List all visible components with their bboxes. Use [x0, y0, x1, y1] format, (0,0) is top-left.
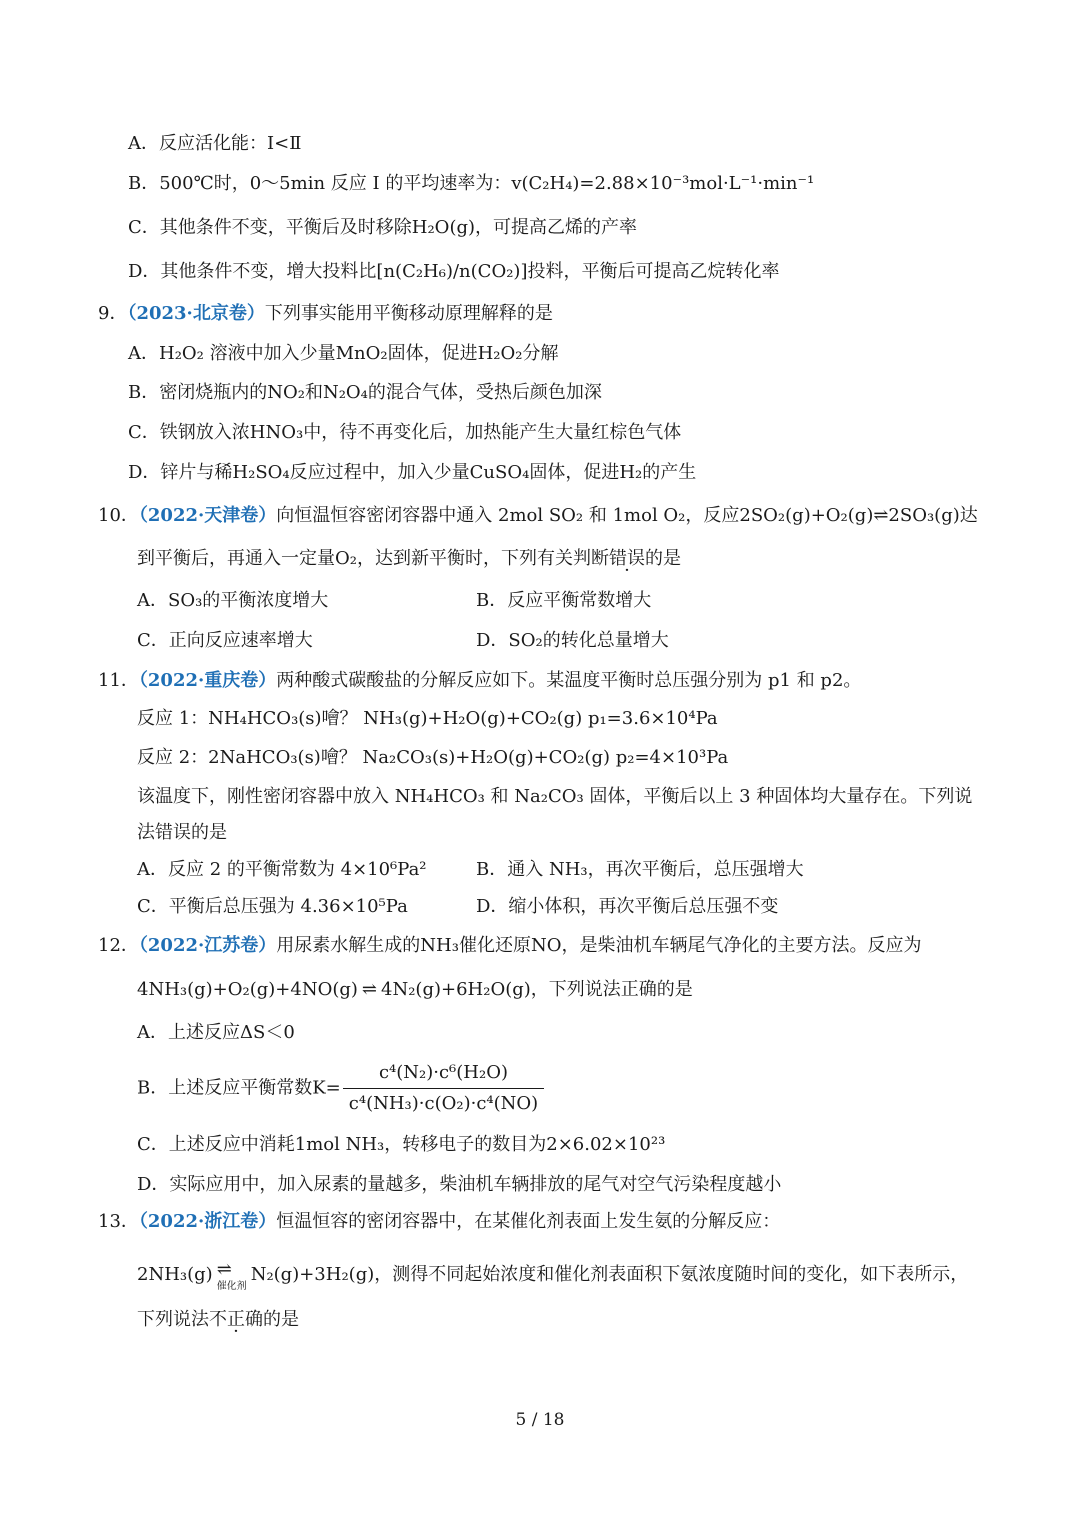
- q11-stem-line-3: 该温度下，刚性密闭容器中放入 NH₄HCO₃ 和 Na₂CO₃ 固体，平衡后以上 3 种固体均大量存在。下列说: [137, 786, 973, 807]
- q9-stem-line: [98, 302, 553, 326]
- q13-stem-line: [98, 1210, 780, 1234]
- q12-option-a: A．上述反应ΔS＜0: [137, 1022, 295, 1043]
- question-number: 11．: [98, 670, 139, 691]
- equilibrium-arrow-icon: [217, 1258, 247, 1292]
- q9-option-d: D．锌片与稀H₂SO₄反应过程中，加入少量CuSO₄固体，促进H₂的产生: [128, 462, 697, 483]
- q12-option-d: D．实际应用中，加入尿素的量越多，柴油机车辆排放的尾气对空气污染程度越小: [137, 1174, 782, 1195]
- question-number: 10．: [98, 505, 139, 526]
- stem-text: 下列说法: [137, 1309, 209, 1330]
- q8-option-d: D．其他条件不变，增大投料比[n(C₂H₆)/n(CO₂)]投料，平衡后可提高乙烷转化率: [128, 261, 780, 282]
- arrow-glyph: ⇌: [216, 1259, 232, 1280]
- q13-equation: [137, 1258, 968, 1292]
- stem-text: 到平衡后，再通入一定量O₂，达到新平衡时，下列有关判断: [137, 548, 609, 569]
- question-stem: 向恒温恒容密闭容器中通入 2mol SO₂ 和 1mol O₂，反应2SO₂(g)+O₂(g)⇌2SO₃(g)达: [276, 505, 978, 526]
- q11-stem-line-4: 法错误的是: [137, 822, 227, 843]
- q8-option-c: C．其他条件不变，平衡后及时移除H₂O(g)，可提高乙烯的产率: [128, 217, 638, 238]
- q11-option-c: C．平衡后总压强为 4.36×10⁵Pa: [137, 896, 408, 917]
- question-stem: 两种酸式碳酸盐的分解反应如下。某温度平衡时总压强分别为 p1 和 p2。: [276, 670, 862, 691]
- q11-option-b: B．通入 NH₃，再次平衡后，总压强增大: [476, 859, 804, 880]
- page-number: 5 / 18: [515, 1410, 565, 1430]
- q9-option-b: B．密闭烧瓶内的NO₂和N₂O₄的混合气体，受热后颜色加深: [128, 382, 602, 403]
- q9-option-c: C．铁钢放入浓HNO₃中，待不再变化后，加热能产生大量红棕色气体: [128, 422, 682, 443]
- q10-option-a: A．SO₃的平衡浓度增大: [137, 590, 329, 611]
- q9-option-a: A．H₂O₂ 溶液中加入少量MnO₂固体，促进H₂O₂分解: [128, 343, 559, 364]
- q8-option-b: B．500℃时，0～5min 反应 I 的平均速率为：v(C₂H₄)=2.88×10⁻³mol·L⁻¹·min⁻¹: [128, 173, 815, 194]
- q12-stem-line: [98, 934, 921, 958]
- q10-stem-line-1: [98, 504, 978, 528]
- question-source: （2022·江苏卷）: [138, 935, 277, 956]
- question-source: （2022·重庆卷）: [138, 670, 277, 691]
- question-stem: 下列事实能用平衡移动原理解释的是: [264, 303, 553, 324]
- equation-left: 4NH₃(g)+O₂(g)+4NO(g): [137, 979, 358, 1000]
- question-number: 12．: [98, 935, 139, 956]
- equation-left: 2NH₃(g): [137, 1264, 213, 1285]
- fraction-denominator: c⁴(NH₃)·c(O₂)·c⁴(NO): [348, 1093, 539, 1114]
- emphasized-text: 错误: [608, 548, 645, 569]
- q10-stem-line-2: [137, 547, 681, 571]
- stem-text: 的是: [263, 1309, 299, 1330]
- q11-option-d: D．缩小体积，再次平衡后总压强不变: [476, 896, 779, 917]
- question-source: （2022·浙江卷）: [138, 1211, 277, 1232]
- question-number: 9．: [98, 303, 128, 324]
- equilibrium-constant-fraction: [343, 1060, 544, 1117]
- q13-stem-line-3: [137, 1308, 299, 1332]
- equilibrium-arrow-icon: ⇌: [361, 979, 378, 1000]
- q10-option-b: B．反应平衡常数增大: [476, 590, 652, 611]
- question-source: （2023·北京卷）: [127, 303, 265, 324]
- q10-option-c: C．正向反应速率增大: [137, 630, 313, 651]
- question-stem: 用尿素水解生成的NH₃催化还原NO，是柴油机车辆尾气净化的主要方法。反应为: [276, 935, 922, 956]
- question-stem: 恒温恒容的密闭容器中，在某催化剂表面上发生氨的分解反应：: [276, 1211, 781, 1232]
- option-b-prefix: B．上述反应平衡常数K=: [137, 1077, 341, 1099]
- q11-reaction-1: 反应 1：NH₄HCO₃(s)噲？ NH₃(g)+H₂O(g)+CO₂(g) p₁=3.6×10⁴Pa: [137, 708, 718, 729]
- q12-option-c: C．上述反应中消耗1mol NH₃，转移电子的数目为2×6.02×10²³: [137, 1134, 666, 1155]
- q12-equation: [137, 978, 693, 1002]
- question-source: （2022·天津卷）: [138, 505, 277, 526]
- q11-option-a: A．反应 2 的平衡常数为 4×10⁶Pa²: [137, 859, 427, 880]
- equation-rest: N₂(g)+3H₂(g)，测得不同起始浓度和催化剂表面积下氨浓度随时间的变化，如下表所示，: [250, 1264, 969, 1285]
- catalyst-label: 催化剂: [216, 1281, 247, 1292]
- equation-right: 4N₂(g)+6H₂O(g)，下列说法正确的是: [381, 979, 693, 1000]
- fraction-numerator: c⁴(N₂)·c⁶(H₂O): [343, 1060, 544, 1089]
- stem-text: 的是: [644, 548, 681, 569]
- q10-option-d: D．SO₂的转化总量增大: [476, 630, 669, 651]
- q11-stem-line: [98, 669, 861, 693]
- q12-option-b: [137, 1060, 544, 1117]
- q11-reaction-2: 反应 2：2NaHCO₃(s)噲？ Na₂CO₃(s)+H₂O(g)+CO₂(g) p₂=4×10³Pa: [137, 747, 729, 768]
- emphasized-text: 不正确: [209, 1309, 263, 1330]
- q8-option-a: A．反应活化能：I<Ⅱ: [128, 133, 302, 154]
- question-number: 13．: [98, 1211, 139, 1232]
